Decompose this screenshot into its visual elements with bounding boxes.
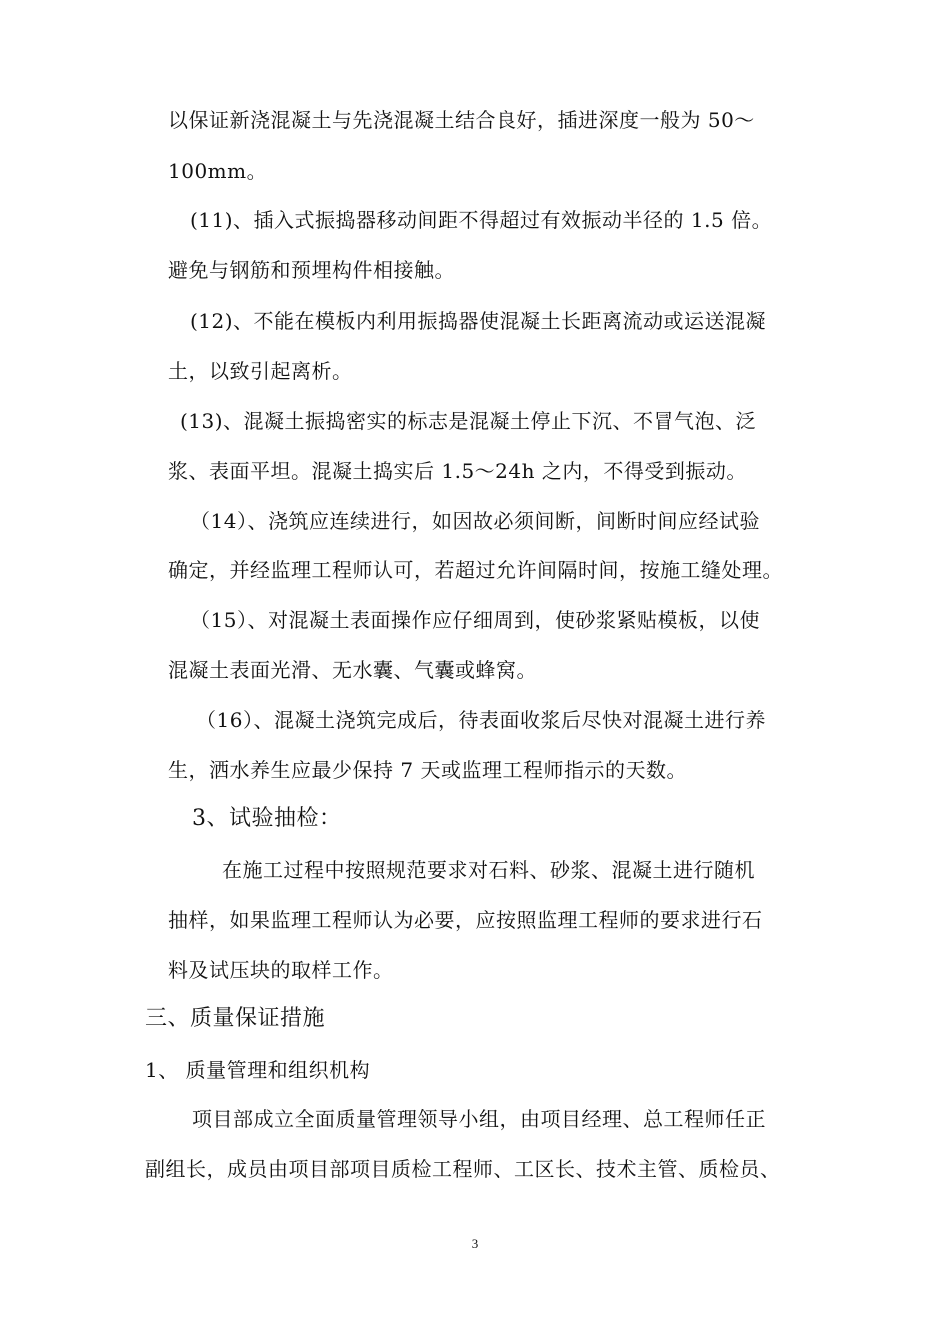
text-line: （15）、对混凝土表面操作应仔细周到，使砂浆紧贴模板，以使: [190, 608, 760, 632]
text-line: 避免与钢筋和预埋构件相接触。: [168, 258, 455, 282]
page-number: 3: [471, 1236, 479, 1251]
text-line: 土，以致引起离析。: [168, 359, 353, 383]
text-line: （14）、浇筑应连续进行，如因故必须间断，间断时间应经试验: [190, 509, 760, 533]
text-line: 确定，并经监理工程师认可，若超过允许间隔时间，按施工缝处理。: [168, 558, 783, 582]
text-line: (13)、混凝土振捣密实的标志是混凝土停止下沉、不冒气泡、泛: [180, 409, 757, 433]
section-heading: 3、试验抽检：: [192, 806, 342, 831]
text-line: (11)、插入式振捣器移动间距不得超过有效振动半径的 1.5 倍。: [190, 208, 773, 232]
text-line: （16）、混凝土浇筑完成后，待表面收浆后尽快对混凝土进行养: [196, 708, 766, 732]
text-line: 料及试压块的取样工作。: [168, 958, 394, 982]
chapter-heading: 三、质量保证措施: [145, 1006, 326, 1031]
text-line: 抽样，如果监理工程师认为必要，应按照监理工程师的要求进行石: [168, 908, 763, 932]
text-line: 浆、表面平坦。混凝土捣实后 1.5～24h 之内，不得受到振动。: [168, 459, 747, 483]
text-line: 项目部成立全面质量管理领导小组，由项目经理、总工程师任正: [192, 1107, 766, 1131]
subsection-heading: 1、 质量管理和组织机构: [145, 1058, 371, 1082]
text-line: 以保证新浇混凝土与先浇混凝土结合良好，插进深度一般为 50～: [168, 108, 755, 132]
text-line: 在施工过程中按照规范要求对石料、砂浆、混凝土进行随机: [222, 858, 755, 882]
text-line: (12)、不能在模板内利用振捣器使混凝土长距离流动或运送混凝: [190, 309, 767, 333]
text-line: 混凝土表面光滑、无水囊、气囊或蜂窝。: [168, 658, 537, 682]
text-line: 副组长，成员由项目部项目质检工程师、工区长、技术主管、质检员、: [145, 1157, 781, 1181]
text-line: 生，洒水养生应最少保持 7 天或监理工程师指示的天数。: [168, 758, 687, 782]
text-line: 100mm。: [168, 159, 268, 183]
